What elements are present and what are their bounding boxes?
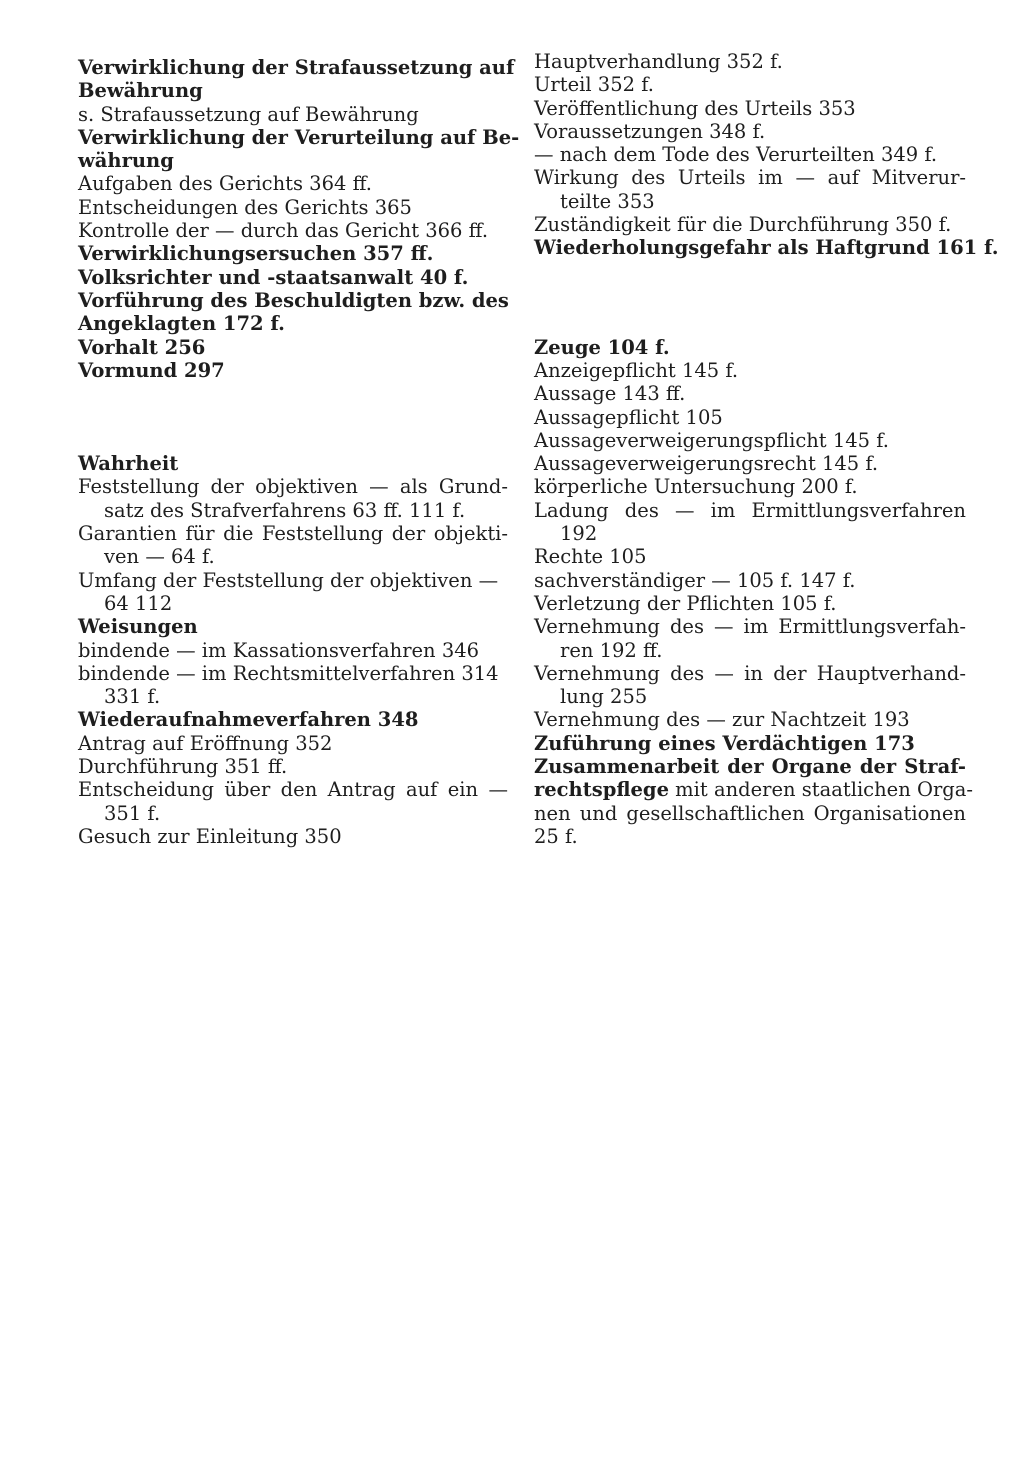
index-subentry: ven — 64 f. — [104, 545, 215, 569]
index-entry-heading: Verwirklichungsersuchen 357 ff. — [78, 242, 434, 266]
index-entry-heading: Wahrheit — [78, 452, 179, 476]
index-subentry: mit anderen staatlichen Orga- — [668, 778, 973, 802]
index-subentry: s. Strafaussetzung auf Bewährung — [78, 102, 419, 126]
index-subentry: Aussage 143 ff. — [534, 382, 686, 406]
index-subentry: Umfang der Feststellung der objektiven — — [78, 568, 499, 592]
index-subentry: Entscheidung über den Antrag auf ein — — [78, 778, 508, 802]
index-subentry: Verletzung der Pflichten 105 f. — [534, 591, 837, 615]
index-subentry: Anzeigepflicht 145 f. — [534, 358, 739, 382]
index-subentry: 64 112 — [104, 591, 173, 615]
index-entry-heading: Vorführung des Beschuldigten bzw. des — [78, 288, 509, 312]
index-entry-heading: währung — [78, 149, 174, 173]
index-subentry: nen und gesellschaftlichen Organisationen — [534, 801, 966, 825]
index-entry-heading: Zusammenarbeit der Organe der Straf- — [534, 755, 966, 779]
index-subentry: bindende — im Kassationsverfahren 346 — [78, 638, 480, 662]
index-subentry: sachverständiger — 105 f. 147 f. — [534, 568, 856, 592]
index-subentry: teilte 353 — [560, 189, 655, 213]
index-entry-heading: Verwirklichung der Verurteilung auf Be- — [78, 125, 520, 149]
index-subentry: 331 f. — [104, 685, 161, 709]
index-subentry: Veröffentlichung des Urteils 353 — [534, 96, 856, 120]
index-column-right — [534, 50, 999, 848]
index-entry-heading: Wiederaufnahmeverfahren 348 — [78, 708, 419, 732]
index-entry-heading: Verwirklichung der Strafaussetzung auf — [78, 56, 515, 79]
index-entry-heading: Zeuge 104 f. — [534, 335, 670, 359]
index-subentry: Gesuch zur Einleitung 350 — [78, 824, 342, 848]
index-subentry: bindende — im Rechtsmittelverfahren 314 — [78, 661, 499, 685]
index-subentry: Voraussetzungen 348 f. — [534, 119, 766, 143]
index-subentry: lung 255 — [560, 685, 648, 709]
index-entry-heading: Vorhalt 256 — [78, 335, 206, 359]
index-subentry: Aussageverweigerungsrecht 145 f. — [534, 452, 879, 476]
index-subentry: Vernehmung des — zur Nachtzeit 193 — [534, 708, 910, 732]
index-subentry: Garantien für die Feststellung der objekti- — [78, 522, 508, 546]
index-entry-heading: Weisungen — [78, 615, 198, 639]
index-subentry: Urteil 352 f. — [534, 73, 654, 97]
index-subentry: Aufgaben des Gerichts 364 ff. — [78, 172, 372, 196]
index-subentry: Antrag auf Eröffnung 352 — [78, 731, 333, 755]
index-subentry: Vernehmung des — im Ermittlungsverfah- — [534, 615, 966, 639]
index-subentry: ren 192 ff. — [560, 638, 663, 662]
index-subentry: Entscheidungen des Gerichts 365 — [78, 195, 412, 219]
index-subentry: Zuständigkeit für die Durchführung 350 f. — [534, 213, 952, 237]
index-entry-mixed — [534, 778, 973, 802]
index-subentry: Hauptverhandlung 352 f. — [534, 50, 783, 73]
index-subentry: Aussagepflicht 105 — [534, 405, 723, 429]
index-subentry: satz des Strafverfahrens 63 ff. 111 f. — [104, 498, 466, 522]
index-subentry: Durchführung 351 ff. — [78, 755, 288, 779]
index-entry-heading: Bewährung — [78, 79, 203, 103]
index-column-left — [78, 50, 520, 848]
index-entry-heading: Wiederholungsgefahr als Haftgrund 161 f. — [534, 236, 999, 260]
index-subentry: 192 — [560, 522, 598, 546]
index-entry-heading: Angeklagten 172 f. — [78, 312, 285, 336]
index-subentry: Kontrolle der — durch das Gericht 366 ff. — [78, 219, 489, 243]
index-subentry: 25 f. — [534, 824, 578, 848]
index-subentry: körperliche Untersuchung 200 f. — [534, 475, 858, 499]
index-subentry: 351 f. — [104, 801, 161, 825]
index-subentry: Ladung des — im Ermittlungsverfahren — [534, 498, 966, 522]
index-subentry: Wirkung des Urteils im — auf Mitverur- — [534, 166, 966, 190]
index-entry-heading: Volksrichter und -staatsanwalt 40 f. — [78, 265, 469, 289]
index-entry-heading: Zuführung eines Verdächtigen 173 — [534, 731, 915, 755]
index-subentry: Rechte 105 — [534, 545, 647, 569]
index-entry-heading: Vormund 297 — [78, 358, 225, 382]
index-entry-heading: rechtspflege — [534, 778, 669, 802]
index-subentry: Aussageverweigerungspflicht 145 f. — [534, 428, 889, 452]
index-subentry: Vernehmung des — in der Hauptverhand- — [534, 661, 966, 685]
index-subentry: — nach dem Tode des Verurteilten 349 f. — [534, 143, 938, 167]
index-subentry: Feststellung der objektiven — als Grund- — [78, 475, 508, 499]
